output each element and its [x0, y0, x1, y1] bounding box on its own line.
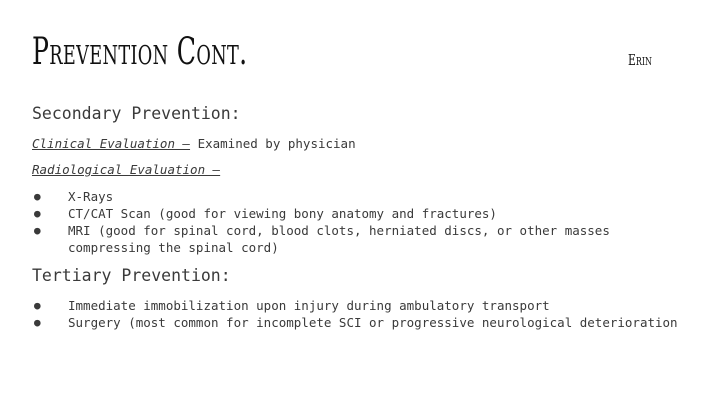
list-item — [32, 222, 688, 256]
list-item — [32, 297, 688, 314]
list-item — [32, 205, 688, 222]
bullet-icon: ● — [34, 299, 41, 312]
list-item — [32, 188, 688, 205]
secondary-prevention-heading: Secondary Prevention: — [32, 104, 241, 123]
radiological-evaluation-label: Radiological Evaluation – — [32, 162, 221, 177]
bullet-icon: ● — [34, 207, 41, 220]
radiological-evaluation-line — [32, 162, 220, 177]
list-item-text: Immediate immobilization upon injury during ambulatory transport — [68, 298, 550, 313]
clinical-evaluation-text: Examined by physician — [190, 136, 356, 151]
list-item-text: X-Rays — [68, 189, 114, 204]
tertiary-prevention-heading: Tertiary Prevention: — [32, 266, 231, 285]
clinical-evaluation-label: Clinical Evaluation – — [32, 136, 191, 151]
bullet-icon: ● — [34, 190, 41, 203]
list-item-text: CT/CAT Scan (good for viewing bony anatomy and fractures) — [68, 206, 497, 221]
list-item — [32, 314, 688, 331]
list-item-text: MRI (good for spinal cord, blood clots, herniated discs, or other masses compressing the spinal cord) — [68, 223, 610, 255]
author-name: Erin — [628, 51, 652, 69]
list-item-text: Surgery (most common for incomplete SCI or progressive neurological deterioration — [68, 315, 678, 330]
slide-title: Prevention Cont. — [32, 30, 248, 73]
secondary-bullet-list — [32, 188, 688, 256]
tertiary-bullet-list — [32, 297, 688, 331]
bullet-icon: ● — [34, 316, 41, 329]
bullet-icon: ● — [34, 224, 41, 237]
clinical-evaluation-line — [32, 136, 356, 151]
